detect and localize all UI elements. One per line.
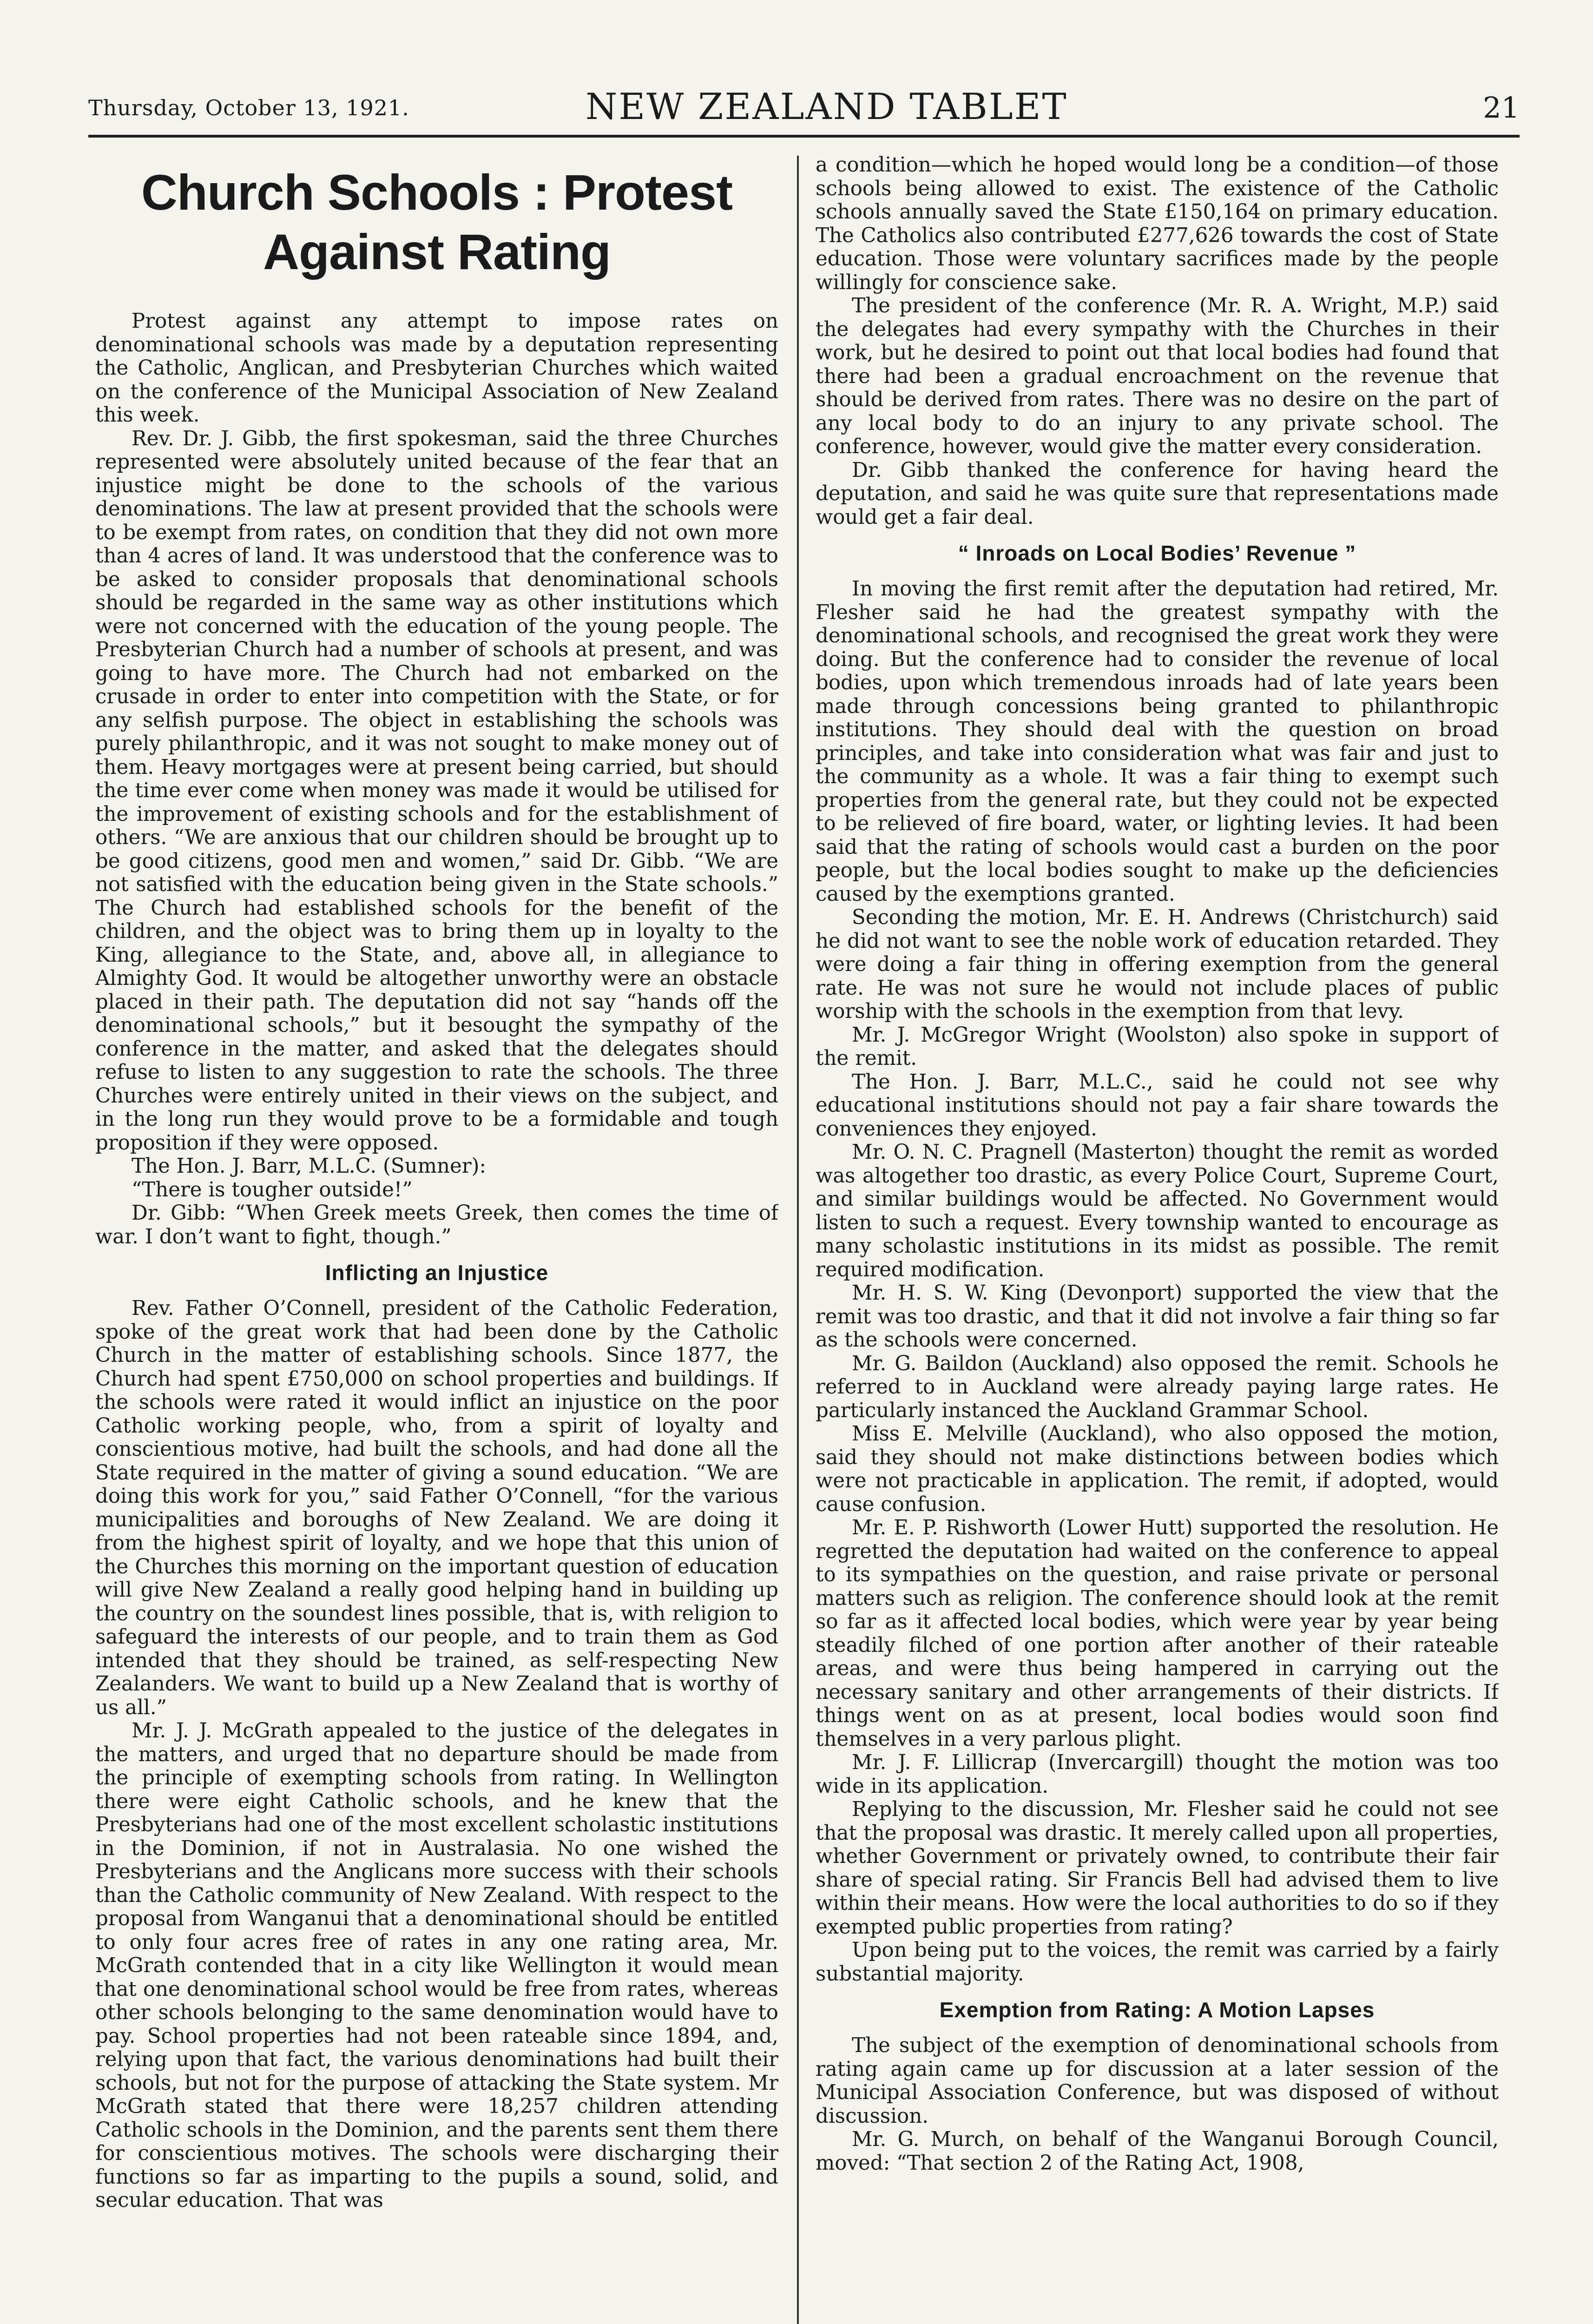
- paragraph: Rev. Dr. J. Gibb, the first spokesman, said the three Churches represented were absolutely united because of the fear that an injustice might be done to the schools of the various denominations. The law at present provided that the schools were to be exempt from rates, on condition that they did not own more than 4 acres of land. It was understood that the conference was to be asked to consider proposals that denominational schools should be regarded in the same way as other institutions which were not concerned with the education of the young people. The Presbyterian Church had a number of schools at present, and was going to have more. The Church had not embarked on the crusade in order to enter into competition with the State, or for any selfish purpose. The object in establishing the schools was purely philanthropic, and it was not sought to make money out of them. Heavy mortgages were at present being carried, but should the time ever come when money was made it would be utilised for the improvement of existing schools and for the establishment of others. “We are anxious that our children should be brought up to be good citizens, good men and women,” said Dr. Gibb. “We are not satisfied with the education being given in the State schools.” The Church had established schools for the benefit of the children, and the object was to bring them up in loyalty to the King, allegiance to the State, and, above all, in allegiance to Almighty God. It would be altogether unworthy were an obstacle placed in their path. The deputation did not say “hands off the denominational schools,” but it besought the sympathy of the conference in the matter, and asked that the delegates should refuse to listen to any suggestion to rate the schools. The three Churches were entirely united in their views on the subject, and in the long run they would prove to be a formidable and tough proposition if they were opposed.: [95, 427, 778, 1155]
- article-headline: Church Schools : Protest Against Rating: [141, 164, 733, 280]
- header-rule: [88, 135, 1520, 138]
- paragraph: The Hon. J. Barr, M.L.C., said he could not see why educational institutions should not pay a fair share towards the conveniences they enjoyed.: [816, 1070, 1499, 1141]
- paragraph: Replying to the discussion, Mr. Flesher said he could not see that the proposal was drastic. It merely called upon all properties, whether Government or privately owned, to contribute their fair share of special rating. Sir Francis Bell had advised them to live within their means. How were the local authorities to do so if they exempted public properties from rating?: [816, 1798, 1499, 1939]
- paragraph: Mr. E. P. Rishworth (Lower Hutt) supported the resolution. He regretted the deputation had waited on the conference to appeal to its sympathies on the question, and raise private or personal matters such as religion. The conference should look at the remit so far as it affected local bodies, which were year by year being steadily filched of one portion after another of their rateable areas, and were thus being hampered in carrying out the necessary sanitary and other arrangements of their districts. If things went on as at present, local bodies would soon find themselves in a very parlous plight.: [816, 1516, 1499, 1751]
- column-divider: [797, 156, 799, 2324]
- paragraph: Mr. G. Murch, on behalf of the Wanganui Borough Council, moved: “That section 2 of the Rating Act, 1908,: [816, 2128, 1499, 2175]
- subhead-inflicting-injustice: Inflicting an Injustice: [325, 1261, 549, 1285]
- paragraph: Upon being put to the voices, the remit was carried by a fairly substantial majority.: [816, 1939, 1499, 1986]
- paragraph: The president of the conference (Mr. R. A. Wright, M.P.) said the delegates had every sympathy with the Churches in their work, but he desired to point out that local bodies had found that there had been a gradual encroachment on the revenue that should be derived from rates. There was no desire on the part of any local body to do an injury to any private school. The conference, however, would give the matter every consideration.: [816, 294, 1499, 458]
- paragraph: In moving the first remit after the deputation had retired, Mr. Flesher said he had the greatest sympathy with the denominational schools, and recognised the great work they were doing. But the conference had to consider the revenue of local bodies, upon which tremendous inroads had of late years been made through concessions being granted to philanthropic institutions. They should deal with the question on broad principles, and take into consideration what was fair and just to the community as a whole. It was a fair thing to exempt such properties from the general rate, but they could not be expected to be relieved of fire board, water, or lighting levies. It had been said that the rating of schools would cast a burden on the poor people, but the local bodies sought to make up the deficiencies caused by the exemptions granted.: [816, 577, 1499, 906]
- paragraph: The subject of the exemption of denominational schools from rating again came up for discussion at a later session of the Municipal Association Conference, but was disposed of without discussion.: [816, 2034, 1499, 2128]
- subhead-inroads-revenue: “ Inroads on Local Bodies’ Revenue ”: [958, 541, 1356, 565]
- paragraph: Mr. J. J. McGrath appealed to the justice of the delegates in the matters, and urged that no departure should be made from the principle of exempting schools from rating. In Wellington there were eight Catholic schools, and he knew that the Presbyterians had one of the most excellent scholastic institutions in the Dominion, if not in Australasia. No one wished the Presbyterians and the Anglicans more success with their schools than the Catholic community of New Zealand. With respect to the proposal from Wanganui that a denominational should be entitled to only four acres free of rates in any one rating area, Mr. McGrath contended that in a city like Wellington it would mean that one denominational school would be free from rates, whereas other schools belonging to the same denomination would have to pay. School properties had not been rateable since 1894, and, relying upon that fact, the various denominations had built their schools, but not for the purpose of attacking the State system. Mr McGrath stated that there were 18,257 children attending Catholic schools in the Dominion, and the parents sent them there for conscientious motives. The schools were discharging their functions so far as imparting to the pupils a sound, solid, and secular education. That was: [95, 1719, 778, 2212]
- paragraph: Mr. H. S. W. King (Devonport) supported the view that the remit was too drastic, and that it did not involve a fair thing so far as the schools were concerned.: [816, 1281, 1499, 1352]
- paragraph: Mr. G. Baildon (Auckland) also opposed the remit. Schools he referred to in Auckland were already paying large rates. He particularly instanced the Auckland Grammar School.: [816, 1352, 1499, 1422]
- paragraph: Mr. J. F. Lillicrap (Invercargill) thought the motion was too wide in its application.: [816, 1751, 1499, 1798]
- paragraph: Rev. Father O’Connell, president of the Catholic Federation, spoke of the great work that had been done by the Catholic Church in the matter of establishing schools. Since 1877, the Church had spent £750,000 on school properties and buildings. If the schools were rated it would inflict an injustice on the poor Catholic working people, who, from a spirit of loyalty and conscientious motive, had built the schools, and had done all the State required in the matter of giving a sound education. “We are doing this work for you,” said Father O’Connell, “for the various municipalities and boroughs of New Zealand. We are doing it from the highest spirit of loyalty, and we hope that this union of the Churches this morning on the important question of education will give New Zealand a really good helping hand in building up the country on the soundest lines possible, that is, with religion to safeguard the interests of our people, and to train them as God intended that they should be trained, as self-respecting New Zealanders. We want to build up a New Zealand that is worthy of us all.”: [95, 1297, 778, 1719]
- paragraph: Mr. O. N. C. Pragnell (Masterton) thought the remit as worded was altogether too drastic, as every Police Court, Supreme Court, and similar buildings would be affected. No Government would listen to such a request. Every township wanted to encourage as many scholastic institutions in its midst as possible. The remit required modification.: [816, 1141, 1499, 1281]
- paragraph: Dr. Gibb: “When Greek meets Greek, then comes the time of war. I don’t want to fight, though.”: [95, 1202, 778, 1248]
- newspaper-title: NEW ZEALAND TABLET: [586, 86, 1068, 128]
- paragraph: a condition—which he hoped would long be a condition—of those schools being allowed to exist. The existence of the Catholic schools annually saved the State £150,164 on primary education. The Catholics also contributed £277,626 towards the cost of State education. Those were voluntary sacrifices made by the people willingly for conscience sake.: [816, 153, 1499, 294]
- paragraph: The Hon. J. Barr, M.L.C. (Sumner):: [132, 1155, 487, 1178]
- issue-date: Thursday, October 13, 1921.: [88, 95, 409, 120]
- paragraph: “There is tougher outside!”: [132, 1178, 413, 1202]
- paragraph: Protest against any attempt to impose rates on denominational schools was made by a deputation representing the Catholic, Anglican, and Presbyterian Churches which waited on the conference of the Municipal Association of New Zealand this week.: [95, 310, 778, 427]
- paragraph: Mr. J. McGregor Wright (Woolston) also spoke in support of the remit.: [816, 1023, 1499, 1070]
- left-column: [95, 153, 778, 2324]
- paragraph: Seconding the motion, Mr. E. H. Andrews (Christchurch) said he did not want to see the noble work of education retarded. They were doing a fair thing in offering exemption from the general rate. He was not sure he would not include places of public worship with the schools in the exemption from that levy.: [816, 906, 1499, 1023]
- right-column: [816, 153, 1499, 2324]
- masthead: [88, 86, 1520, 128]
- paragraph: Dr. Gibb thanked the conference for having heard the deputation, and said he was quite sure that representations made would get a fair deal.: [816, 458, 1499, 529]
- paragraph: Miss E. Melville (Auckland), who also opposed the motion, said they should not make distinctions between bodies which were not practicable in application. The remit, if adopted, would cause confusion.: [816, 1422, 1499, 1516]
- subhead-motion-lapses: Exemption from Rating: A Motion Lapses: [939, 1998, 1375, 2022]
- page-number: 21: [1483, 91, 1520, 125]
